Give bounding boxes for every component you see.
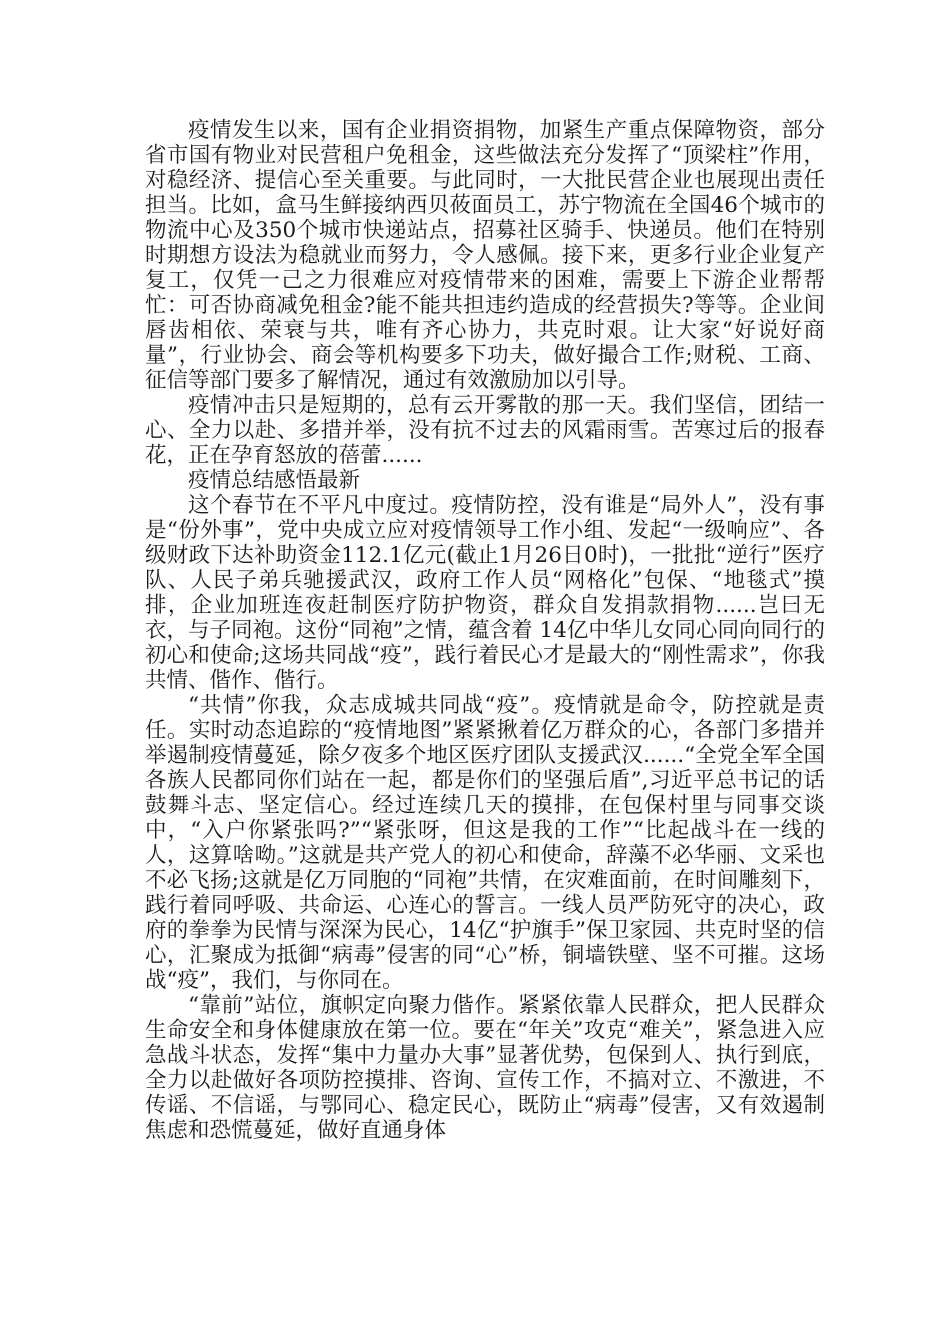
- paragraph-empathy: “共情”你我，众志成城共同战“疫”。疫情就是命令，防控就是责任。实时动态追踪的“疫情地图”紧紧揪着亿万群众的心，各部门多措并举遏制疫情蔓延，除夕夜多个地区医疗团队支援武汉......“全党全军全国各族人民都同你们站在一起，都是你们的坚强后盾”,习近平总书记的话鼓舞斗志、坚定信心。经过连续几天的摸排，在包保村里与同事交谈中，“入户你紧张吗?”“紧张呀，但这是我的工作”“比起战斗在一线的人，这算啥呦。”这就是共产党人的初心和使命，辞藻不必华丽、文采也不必飞扬;这就是亿万同胞的“同袍”共情，在灾难面前，在时间雕刻下，践行着同呼吸、共命运、心连心的誓言。一线人员严防死守的决心，政府的拳拳为民情与深深为民心，14亿“护旗手”保卫家园、共克时坚的信心，汇聚成为抵御“病毒”侵害的同“心”桥，铜墙铁壁、坚不可摧。这场战“疫”，我们，与你同在。: [145, 693, 825, 993]
- paragraph-spring-hope: 疫情冲击只是短期的，总有云开雾散的那一天。我们坚信，团结一心、全力以赴、多措并举，没有抗不过去的风霜雨雪。苦寒过后的报春花，正在孕育怒放的蓓蕾......: [145, 393, 825, 468]
- section-heading: 疫情总结感悟最新: [188, 468, 361, 493]
- paragraph-spring-festival: 这个春节在不平凡中度过。疫情防控，没有谁是“局外人”，没有事是“份外事”，党中央成立应对疫情领导工作小组、发起“一级响应”、各级财政下达补助资金112.1亿元(截止1月26日0时)，一批批“逆行”医疗队、人民子弟兵驰援武汉，政府工作人员“网格化”包保、“地毯式”摸排，企业加班连夜赶制医疗防护物资，群众自发捐款捐物......岂曰无衣，与子同袍。这份“同袍”之情，蕴含着 14亿中华儿女同心同向同行的初心和使命;这场共同战“疫”，践行着民心才是最大的“刚性需求”，你我共情、偕作、偕行。: [145, 493, 825, 693]
- paragraph-enterprise-support: 疫情发生以来，国有企业捐资捐物，加紧生产重点保障物资，部分省市国有物业对民营租户免租金，这些做法充分发挥了“顶梁柱”作用，对稳经济、提信心至关重要。与此同时，一大批民营企业也展现出责任担当。比如，盒马生鲜接纳西贝莜面员工，苏宁物流在全国46个城市的物流中心及350个城市快递站点，招募社区骑手、快递员。他们在特别时期想方设法为稳就业而努力，令人感佩。接下来，更多行业企业复产复工，仅凭一己之力很难应对疫情带来的困难，需要上下游企业帮帮忙：可否协商减免租金?能不能共担违约造成的经营损失?等等。企业间唇齿相依、荣衰与共，唯有齐心协力，共克时艰。让大家“好说好商量”，行业协会、商会等机构要多下功夫，做好撮合工作;财税、工商、征信等部门要多了解情况，通过有效激励加以引导。: [145, 118, 825, 393]
- document-body: [145, 118, 825, 1143]
- paragraph-forward-position: “靠前”站位，旗帜定向聚力偕作。紧紧依靠人民群众，把人民群众生命安全和身体健康放在第一位。要在“年关”攻克“难关”，紧急进入应急战斗状态，发挥“集中力量办大事”显著优势，包保到人、执行到底，全力以赴做好各项防控摸排、咨询、宣传工作，不搞对立、不激进，不传谣、不信谣，与鄂同心、稳定民心，既防止“病毒”侵害，又有效遏制焦虑和恐慌蔓延，做好直通身体: [145, 993, 825, 1143]
